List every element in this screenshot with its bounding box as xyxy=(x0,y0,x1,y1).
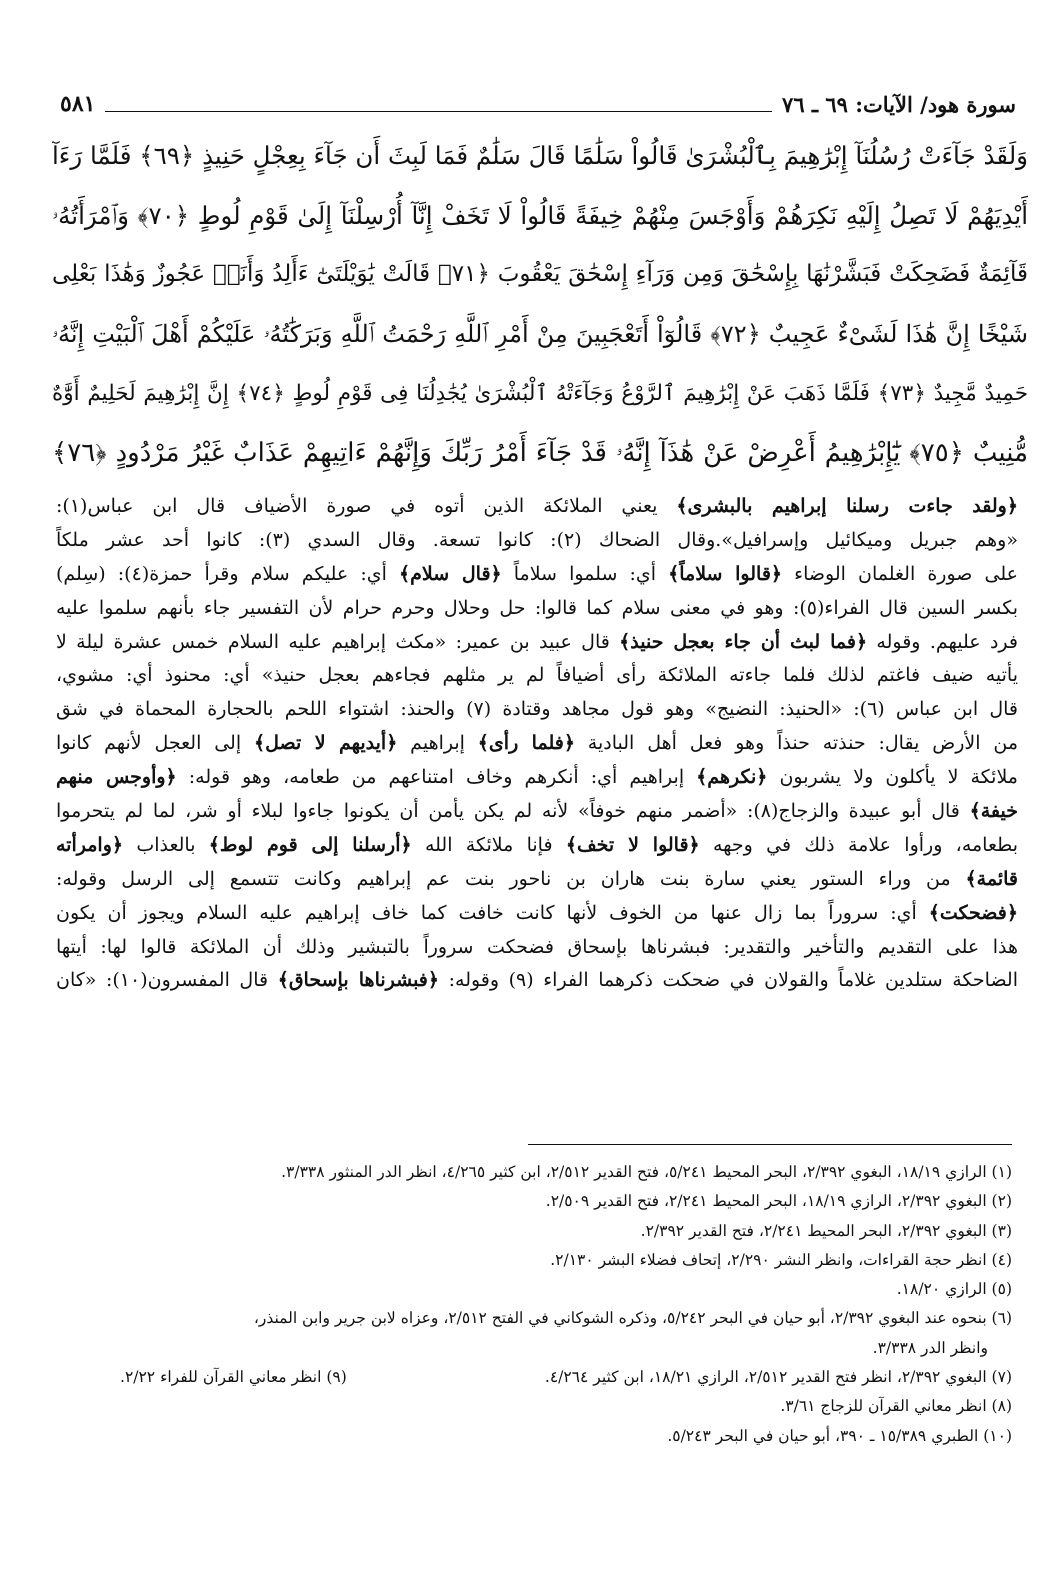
commentary-line xyxy=(56,558,1018,592)
commentary-line xyxy=(56,693,1018,727)
footnote-4: (٤) انظر حجة القراءات، وانظر النشر ٢/٢٩٠، إتحاف فضلاء البشر ٢/١٣٠. xyxy=(550,1250,1012,1269)
quoted-verse: ﴿فلما رأى﴾ xyxy=(477,732,575,755)
page-header xyxy=(60,84,1016,124)
quoted-verse: ﴿وامرأته xyxy=(56,833,124,856)
quoted-verse: ﴿قال سلام﴾ xyxy=(399,562,502,585)
quoted-verse: ﴿قالوا سلاماً﴾ xyxy=(668,562,783,585)
quoted-verse: ﴿فما لبث أن جاء بعجل حنيذ﴾ xyxy=(619,630,868,653)
commentary-text: من وراء الستور يعني سارة بنت هاران بن ناحور بنت عم إبراهيم وكانت تتسمع إلى الرسل وقوله: xyxy=(56,867,966,890)
commentary-line xyxy=(56,964,1018,998)
commentary-text: يعني الملائكة الذين أتوه في صورة الأضياف قال ابن عباس(١): xyxy=(56,495,677,517)
commentary-text: فإنا ملائكة الله xyxy=(411,833,566,856)
commentary-text: قال أبو عبيدة والزجاج(٨): «أضمر منهم خوفاً» لأنه لم يكن يأمن أن يكونوا جاءوا لبلاء أو شر، لما لم يتحرموا xyxy=(56,800,970,823)
page-number: ٥٨١ xyxy=(60,91,96,117)
footnote-8: (٨) انظر معاني القرآن للزجاج ٣/٦١. xyxy=(780,1397,1012,1416)
quoted-verse: ﴿فضحكت﴾ xyxy=(928,901,1018,924)
footnote-separator xyxy=(528,1144,1012,1145)
commentary-text: أي: سلموا سلاماً xyxy=(501,562,669,585)
quoted-verse: ﴿وأوجس منهم xyxy=(56,766,177,789)
commentary-line xyxy=(56,626,1018,660)
footnote-6-continued: وانظر الدر ٣/٣٣٨. xyxy=(872,1338,988,1357)
verse-line: وَلَقَدْ جَآءَتْ رُسُلُنَآ إِبْرَٰهِيمَ بِٱلْبُشْرَىٰ قَالُواْ سَلَٰمًا قَالَ سَلَٰمٌ فَمَا لَبِثَ أَن جَآءَ بِعِجْلٍ حَنِيذٍ ﴿٦٩﴾ فَلَمَّا رَءَآ xyxy=(52,141,1028,170)
commentary-line xyxy=(56,897,1018,931)
commentary-text: ملائكة لا يأكلون ولا يشربون xyxy=(767,766,1018,789)
commentary-text: أي: عليكم سلام وقرأ حمزة(٤): (سِلم) xyxy=(56,562,400,585)
commentary-line xyxy=(56,490,1018,524)
commentary-text: إبراهيم أي: أنكرهم وخاف امتناعهم من طعامه، وهو قوله: xyxy=(176,766,697,789)
commentary-text: أي: سروراً بما زال عنها من الخوف لأنها كانت خافت كما خاف إبراهيم عليه السلام ويجوز أن يكون xyxy=(56,901,929,924)
verse-line: أَيْدِيَهُمْ لَا تَصِلُ إِلَيْهِ نَكِرَهُمْ وَأَوْجَسَ مِنْهُمْ خِيفَةً قَالُواْ لَا تَخَفْ إِنَّآ أُرْسِلْنَآ إِلَىٰ قَوْمِ لُوطٍ ﴿٧٠﴾ وَٱمْرَأَتُهُۥ xyxy=(52,200,1028,230)
commentary-text: إبراهيم xyxy=(397,732,478,755)
header-rule xyxy=(105,97,772,112)
quoted-verse: ﴿ولقد جاءت رسلنا إبراهيم بالبشرى﴾ xyxy=(676,495,1018,517)
footnote-9: (٩) انظر معاني القرآن للفراء ٢/٢٢. xyxy=(120,1368,347,1387)
commentary-line xyxy=(56,931,1018,965)
commentary-text: بالعذاب xyxy=(123,833,209,856)
commentary-text: إلى العجل لأنهم كانوا xyxy=(56,732,254,755)
footnote-row-7-9 xyxy=(60,1363,1012,1392)
commentary-text: قال عبيد بن عمير: «مكث إبراهيم عليه السلام خمس عشرة ليلة لا xyxy=(56,630,620,653)
commentary-text: الضاحكة ستلدين غلاماً والقولان في ضحكت ذكرهما الفراء (٩) وقوله: xyxy=(439,969,1018,992)
footnote-1: (١) الرازي ١٨/١٩، البغوي ٢/٣٩٢، البحر المحيط ٥/٢٤١، فتح القدير ٢/٥١٢، ابن كثير ٤/٢٦٥، انظر الدر المنثور ٣/٣٣٨. xyxy=(281,1163,1012,1181)
quoted-verse: ﴿أيديهم لا تصل﴾ xyxy=(253,732,398,755)
commentary-line xyxy=(56,659,1018,693)
commentary-text: بكسر السين قال الفراء(٥): وهو في معنى سلام كما قالوا: حل وحلال وحرم حرام لأن التفسير جاء بأنهم سلموا عليه xyxy=(56,596,1018,619)
commentary-line xyxy=(56,592,1018,626)
quran-verses xyxy=(52,126,1028,483)
verse-line: شَيْخًا إِنَّ هَٰذَا لَشَىْءٌ عَجِيبٌ ﴿٧٢﴾ قَالُوٓاْ أَتَعْجَبِينَ مِنْ أَمْرِ ٱللَّهِ رَحْمَتُ ٱللَّهِ وَبَرَكَٰتُهُۥ عَلَيْكُمْ أَهْلَ ٱلْبَيْتِ إِنَّهُۥ xyxy=(52,319,1028,348)
quoted-verse: قائمة﴾ xyxy=(965,867,1018,890)
commentary-text: قال ابن عباس (٦): «الحنيذ: النضيج» وهو قول مجاهد وقتادة (٧) والحنذ: اشتواء اللحم بالحجارة المحماة في شق xyxy=(56,698,1018,721)
commentary-line xyxy=(56,524,1018,558)
commentary-text: هذا على التقديم والتأخير والتقدير: فبشرناها بإسحاق فضحكت سروراً بالتبشير وذلك أن الملائكة قالوا لها: أيتها xyxy=(56,935,1018,958)
verse-line: قَآئِمَةٌ فَضَحِكَتْ فَبَشَّرْنَٰهَا بِإِسْحَٰقَ وَمِن وَرَآءِ إِسْحَٰقَ يَعْقُوبَ ﴿٧١﴾ قَالَتْ يَٰوَيْلَتَىٰٓ ءَأَلِدُ وَأَنَا۠ عَجُوزٌ وَهَٰذَا بَعْلِى xyxy=(52,261,1028,287)
surah-title: سورة هود/ الآيات: ٦٩ ـ ٧٦ xyxy=(782,91,1016,117)
verse-line: مُّنِيبٌ ﴿٧٥﴾ يَٰٓإِبْرَٰهِيمُ أَعْرِضْ عَنْ هَٰذَآ إِنَّهُۥ قَدْ جَآءَ أَمْرُ رَبِّكَ وَإِنَّهُمْ ءَاتِيهِمْ عَذَابٌ غَيْرُ مَرْدُودٍ ﴿٧٦﴾ xyxy=(52,437,1028,468)
commentary-text: فرد عليهم. وقوله xyxy=(867,630,1018,653)
commentary-text: من الأرض يقال: حنذته حنذاً وهو فعل أهل البادية xyxy=(574,732,1018,755)
commentary-text: على صورة الغلمان الوضاء xyxy=(782,562,1018,585)
commentary-text: يأتيه ضيف فاغتم لذلك فلما جاءته الملائكة رأى أضيافاً لم ير مثلهم فجاءهم بعجل حنيذ» أي: محنوذ أي: مشوي، xyxy=(56,664,1018,687)
footnote-5: (٥) الرازي ١٨/٢٠. xyxy=(896,1280,1012,1299)
footnote-3: (٣) البغوي ٢/٣٩٢، البحر المحيط ٢/٢٤١، فتح القدير ٢/٣٩٢. xyxy=(640,1221,1012,1240)
footnote-2: (٢) البغوي ٢/٣٩٢، الرازي ١٨/١٩، البحر المحيط ٢/٢٤١، فتح القدير ٢/٥٠٩. xyxy=(545,1192,1012,1211)
commentary-line xyxy=(56,795,1018,829)
footnotes xyxy=(60,1158,1012,1451)
commentary-line xyxy=(56,727,1018,761)
quoted-verse: ﴿قالوا لا تخف﴾ xyxy=(565,833,700,856)
commentary-line xyxy=(56,829,1018,863)
commentary-text: «وهم جبريل وميكائيل وإسرافيل».وقال الضحاك (٢): كانوا تسعة. وقال السدي (٣): كانوا أحد عشر ملكاً xyxy=(56,528,1018,551)
quoted-verse: ﴿فبشرناها بإسحاق﴾ xyxy=(277,969,440,992)
quoted-verse: ﴿نكرهم﴾ xyxy=(696,766,768,789)
commentary-line xyxy=(56,761,1018,795)
commentary-line xyxy=(56,863,1018,897)
quoted-verse: ﴿أرسلنا إلى قوم لوط﴾ xyxy=(208,833,412,856)
commentary-text: قال المفسرون(١٠): «كان xyxy=(56,969,278,992)
verse-line: حَمِيدٌ مَّجِيدٌ ﴿٧٣﴾ فَلَمَّا ذَهَبَ عَنْ إِبْرَٰهِيمَ ٱلرَّوْعُ وَجَآءَتْهُ ٱلْبُشْرَىٰ يُجَٰدِلُنَا فِى قَوْمِ لُوطٍ ﴿٧٤﴾ إِنَّ إِبْرَٰهِيمَ لَحَلِيمٌ أَوَّٰهٌ xyxy=(52,381,1028,406)
footnote-7: (٧) البغوي ٢/٣٩٢، انظر فتح القدير ٢/٥١٢، الرازي ١٨/٢١، ابن كثير ٤/٢٦٤. xyxy=(544,1368,1012,1387)
footnote-10: (١٠) الطبري ١٥/٣٨٩ ـ ٣٩٠، أبو حيان في البحر ٥/٢٤٣. xyxy=(667,1426,1012,1445)
commentary-text: بطعامه، ورأوا علامة ذلك في وجهه xyxy=(699,833,1018,856)
footnote-6: (٦) بنحوه عند البغوي ٢/٣٩٢، أبو حيان في البحر ٥/٢٤٢، وذكره الشوكاني في الفتح ٢/٥١٢، وعزاه لابن جرير وابن المنذر، xyxy=(253,1309,1012,1328)
tafsir-commentary xyxy=(56,490,1018,998)
quoted-verse: خيفة﴾ xyxy=(969,800,1018,823)
